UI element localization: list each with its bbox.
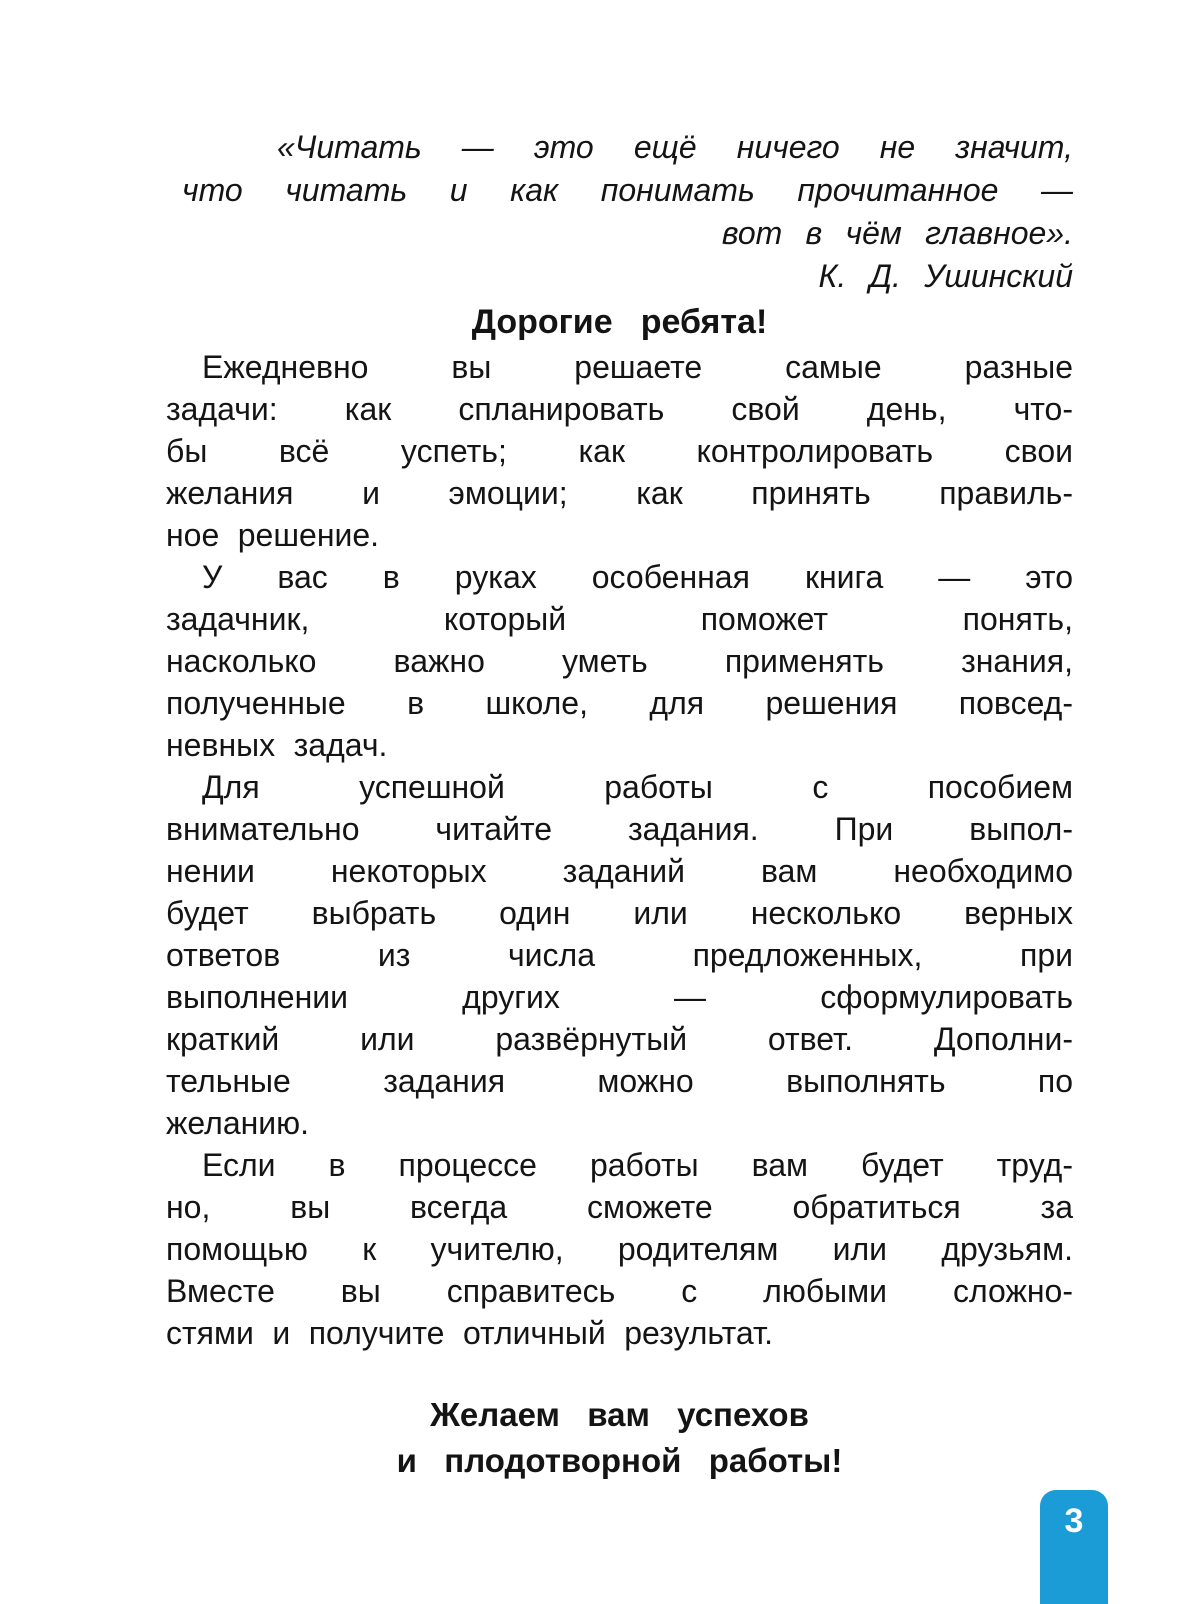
text-line: внимательно читайте задания. При выпол- <box>166 811 1073 847</box>
page-title: Дорогие ребята! <box>471 303 768 341</box>
text-line: Вместе вы справитесь с любыми сложно- <box>166 1273 1073 1309</box>
closing-line: и плодотворной работы! <box>396 1442 843 1479</box>
text-line: Если в процессе работы вам будет труд- <box>202 1147 1073 1183</box>
text-line: краткий или развёрнутый ответ. Дополни- <box>166 1021 1073 1057</box>
paragraph <box>166 346 1073 556</box>
text-line: помощью к учителю, родителям или друзьям. <box>166 1231 1073 1267</box>
text-line: будет выбрать один или несколько верных <box>166 895 1073 931</box>
text-line: невных задач. <box>166 727 388 763</box>
closing-wish <box>166 1392 1073 1484</box>
epigraph-line: вот в чём главное». <box>721 215 1073 251</box>
text-line: Для успешной работы с пособием <box>202 769 1073 805</box>
text-line: желанию. <box>166 1105 310 1141</box>
paragraph <box>166 556 1073 766</box>
epigraph-line: «Читать — это ещё ничего не значит, <box>277 129 1073 165</box>
page-number-tab <box>1040 1490 1108 1604</box>
text-line: ное решение. <box>166 517 380 553</box>
text-line: ответов из числа предложенных, при <box>166 937 1073 973</box>
text-line: полученные в школе, для решения повсед- <box>166 685 1073 721</box>
closing-line: Желаем вам успехов <box>430 1396 809 1433</box>
paragraph <box>166 1144 1073 1354</box>
text-line: бы всё успеть; как контролировать свои <box>166 433 1073 469</box>
text-line: насколько важно уметь применять знания, <box>166 643 1073 679</box>
paragraph <box>166 766 1073 1144</box>
text-line: нении некоторых заданий вам необходимо <box>166 853 1073 889</box>
text-line: но, вы всегда сможете обратиться за <box>166 1189 1073 1225</box>
text-line: желания и эмоции; как принять правиль- <box>166 475 1073 511</box>
text-line: У вас в руках особенная книга — это <box>202 559 1073 595</box>
page-number: 3 <box>1064 1502 1084 1540</box>
epigraph-line: что читать и как понимать прочитанное — <box>182 172 1073 208</box>
body-text <box>166 346 1073 1354</box>
text-line: Ежедневно вы решаете самые разные <box>202 349 1073 385</box>
epigraph <box>182 126 1073 298</box>
text-line: выполнении других — сформулировать <box>166 979 1073 1015</box>
epigraph-author: К. Д. Ушинский <box>818 258 1073 294</box>
text-line: тельные задания можно выполнять по <box>166 1063 1073 1099</box>
text-line: задачи: как спланировать свой день, что- <box>166 391 1073 427</box>
text-block <box>166 0 1073 1484</box>
text-line: задачник, который поможет понять, <box>166 601 1073 637</box>
text-line: стями и получите отличный результат. <box>166 1315 773 1351</box>
